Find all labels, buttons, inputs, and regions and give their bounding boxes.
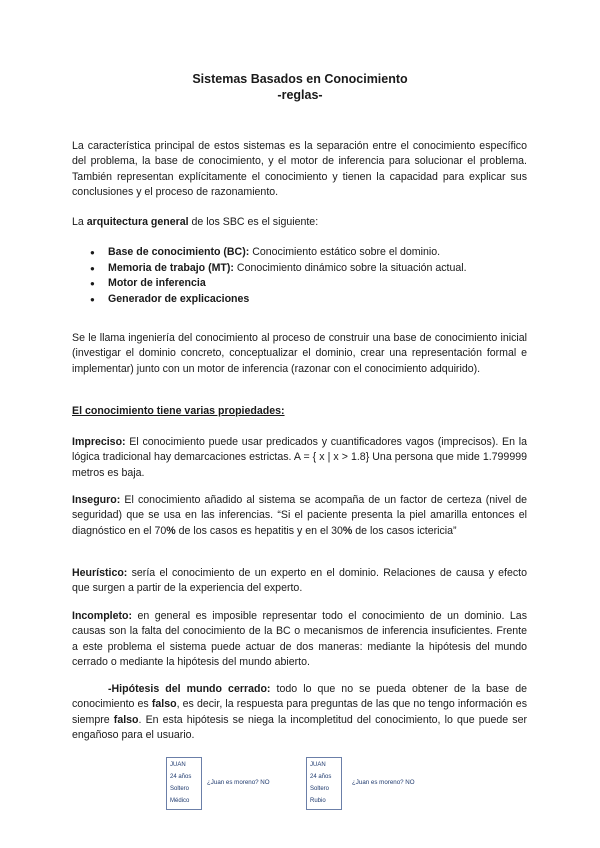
list-item-title: Motor de inferencia <box>108 277 206 290</box>
card-line: Soltero <box>170 786 190 792</box>
heuristico-label: Heurístico: <box>72 567 128 579</box>
card-line: Soltero <box>310 786 330 792</box>
impreciso-text: El conocimiento puede usar predicados y cuantificadores vagos (imprecisos). En la lógica tradicional hay demarcaciones estrictas. A = { x | x > 1.8} Una persona que mide 1.799999 metros es baja. <box>72 436 527 479</box>
impreciso-label: Impreciso: <box>72 436 126 448</box>
list-item-title: Base de conocimiento (BC): <box>108 246 250 258</box>
architecture-pre: La <box>72 216 87 228</box>
list-item <box>90 292 520 308</box>
architecture-post: de los SBC es el siguiente: <box>188 216 319 228</box>
mundo-cerrado-bold-2: falso <box>113 713 139 726</box>
list-item <box>90 276 520 292</box>
mundo-cerrado-text-3: . En esta hipótesis se niega la incompletitud del conocimiento, lo que puede ser engañoso para el usuario. <box>72 713 528 742</box>
heuristico-paragraph <box>72 566 527 597</box>
inseguro-pct-2: % <box>342 524 353 537</box>
list-item-text: Conocimiento dinámico sobre la situación actual. <box>233 261 467 274</box>
inseguro-label: Inseguro: <box>72 494 121 506</box>
list-item-title: Generador de explicaciones <box>108 292 250 305</box>
card-line: Médico <box>170 798 190 804</box>
inseguro-text-3: de los casos ictericia” <box>352 524 457 537</box>
intro-paragraph: La característica principal de estos sistemas es la separación entre el conocimiento específico del problema, la base de conocimiento, y el motor de inferencia para solucionar el problema. También representan explícitamente el conocimiento y tienen la capacidad para explicar sus conclusiones y el proceso de razonamiento. <box>72 140 527 199</box>
card-line: Rubio <box>310 798 326 804</box>
list-item <box>90 261 520 277</box>
card-line: JUAN <box>310 762 326 768</box>
ingenieria-paragraph: Se le llama ingeniería del conocimiento al proceso de construir una base de conocimiento inicial (investigar el dominio concreto, conceptualizar el dominio, crear una representación formal e implementar) junto con un motor de inferencia (razonar con el conocimiento adquirido). <box>72 332 527 375</box>
card-line: 24 años <box>310 774 332 780</box>
document-subtitle: -reglas- <box>277 88 323 102</box>
propiedades-heading <box>72 404 527 419</box>
card-line: 24 años <box>170 774 192 780</box>
architecture-list <box>90 245 520 307</box>
inseguro-paragraph <box>72 493 527 539</box>
heuristico-text: sería el conocimiento de un experto en el dominio. Relaciones de causa y efecto que surgen a partir de la experiencia del experto. <box>72 567 527 595</box>
inseguro-text-1: El conocimiento añadido al sistema se acompaña de un factor de certeza (nivel de seguridad) que se usa en las inferencias. “Si el paciente presenta la piel amarilla entonces el diagnóstico en el 70 <box>72 494 527 537</box>
mundo-cerrado-label: -Hipótesis del mundo cerrado: <box>108 683 271 695</box>
list-item-title: Memoria de trabajo (MT): <box>108 261 234 274</box>
mundo-cerrado-text-2: , es decir, la respuesta para preguntas de las que no tengo información es siempre <box>72 698 527 726</box>
list-item <box>90 245 520 261</box>
example-card-2 <box>306 757 342 810</box>
document-title: Sistemas Basados en Conocimiento <box>192 72 408 86</box>
architecture-paragraph <box>72 215 527 230</box>
inseguro-pct-1: % <box>166 524 176 537</box>
example-card-1 <box>166 757 202 810</box>
impreciso-paragraph <box>72 435 527 481</box>
example-question-2: ¿Juan es moreno? NO <box>352 779 415 786</box>
card-line: JUAN <box>170 762 186 768</box>
incompleto-paragraph <box>72 609 527 671</box>
incompleto-text: en general es imposible representar todo el conocimiento de un dominio. Las causas son la falta del conocimiento de la BC o mecanismos de inferencia insuficientes. Frente a este problema el sistema puede actuar de dos maneras: mediante la hipótesis del mundo cerrado o mediante la hipótesis del mundo abierto. <box>72 610 527 669</box>
propiedades-heading-text: El conocimiento tiene varias propiedades: <box>72 405 285 417</box>
example-question-1: ¿Juan es moreno? NO <box>207 779 270 786</box>
architecture-bold: arquitectura general <box>86 216 189 228</box>
incompleto-label: Incompleto: <box>72 610 133 622</box>
mundo-cerrado-bold-1: falso <box>151 698 177 711</box>
inseguro-text-2: de los casos es hepatitis y en el 30 <box>175 524 343 537</box>
list-item-text: Conocimiento estático sobre el dominio. <box>249 246 441 258</box>
mundo-cerrado-paragraph <box>72 682 527 744</box>
mundo-cerrado-text-1: todo lo que no se pueda obtener de la base de conocimiento es <box>72 683 527 711</box>
